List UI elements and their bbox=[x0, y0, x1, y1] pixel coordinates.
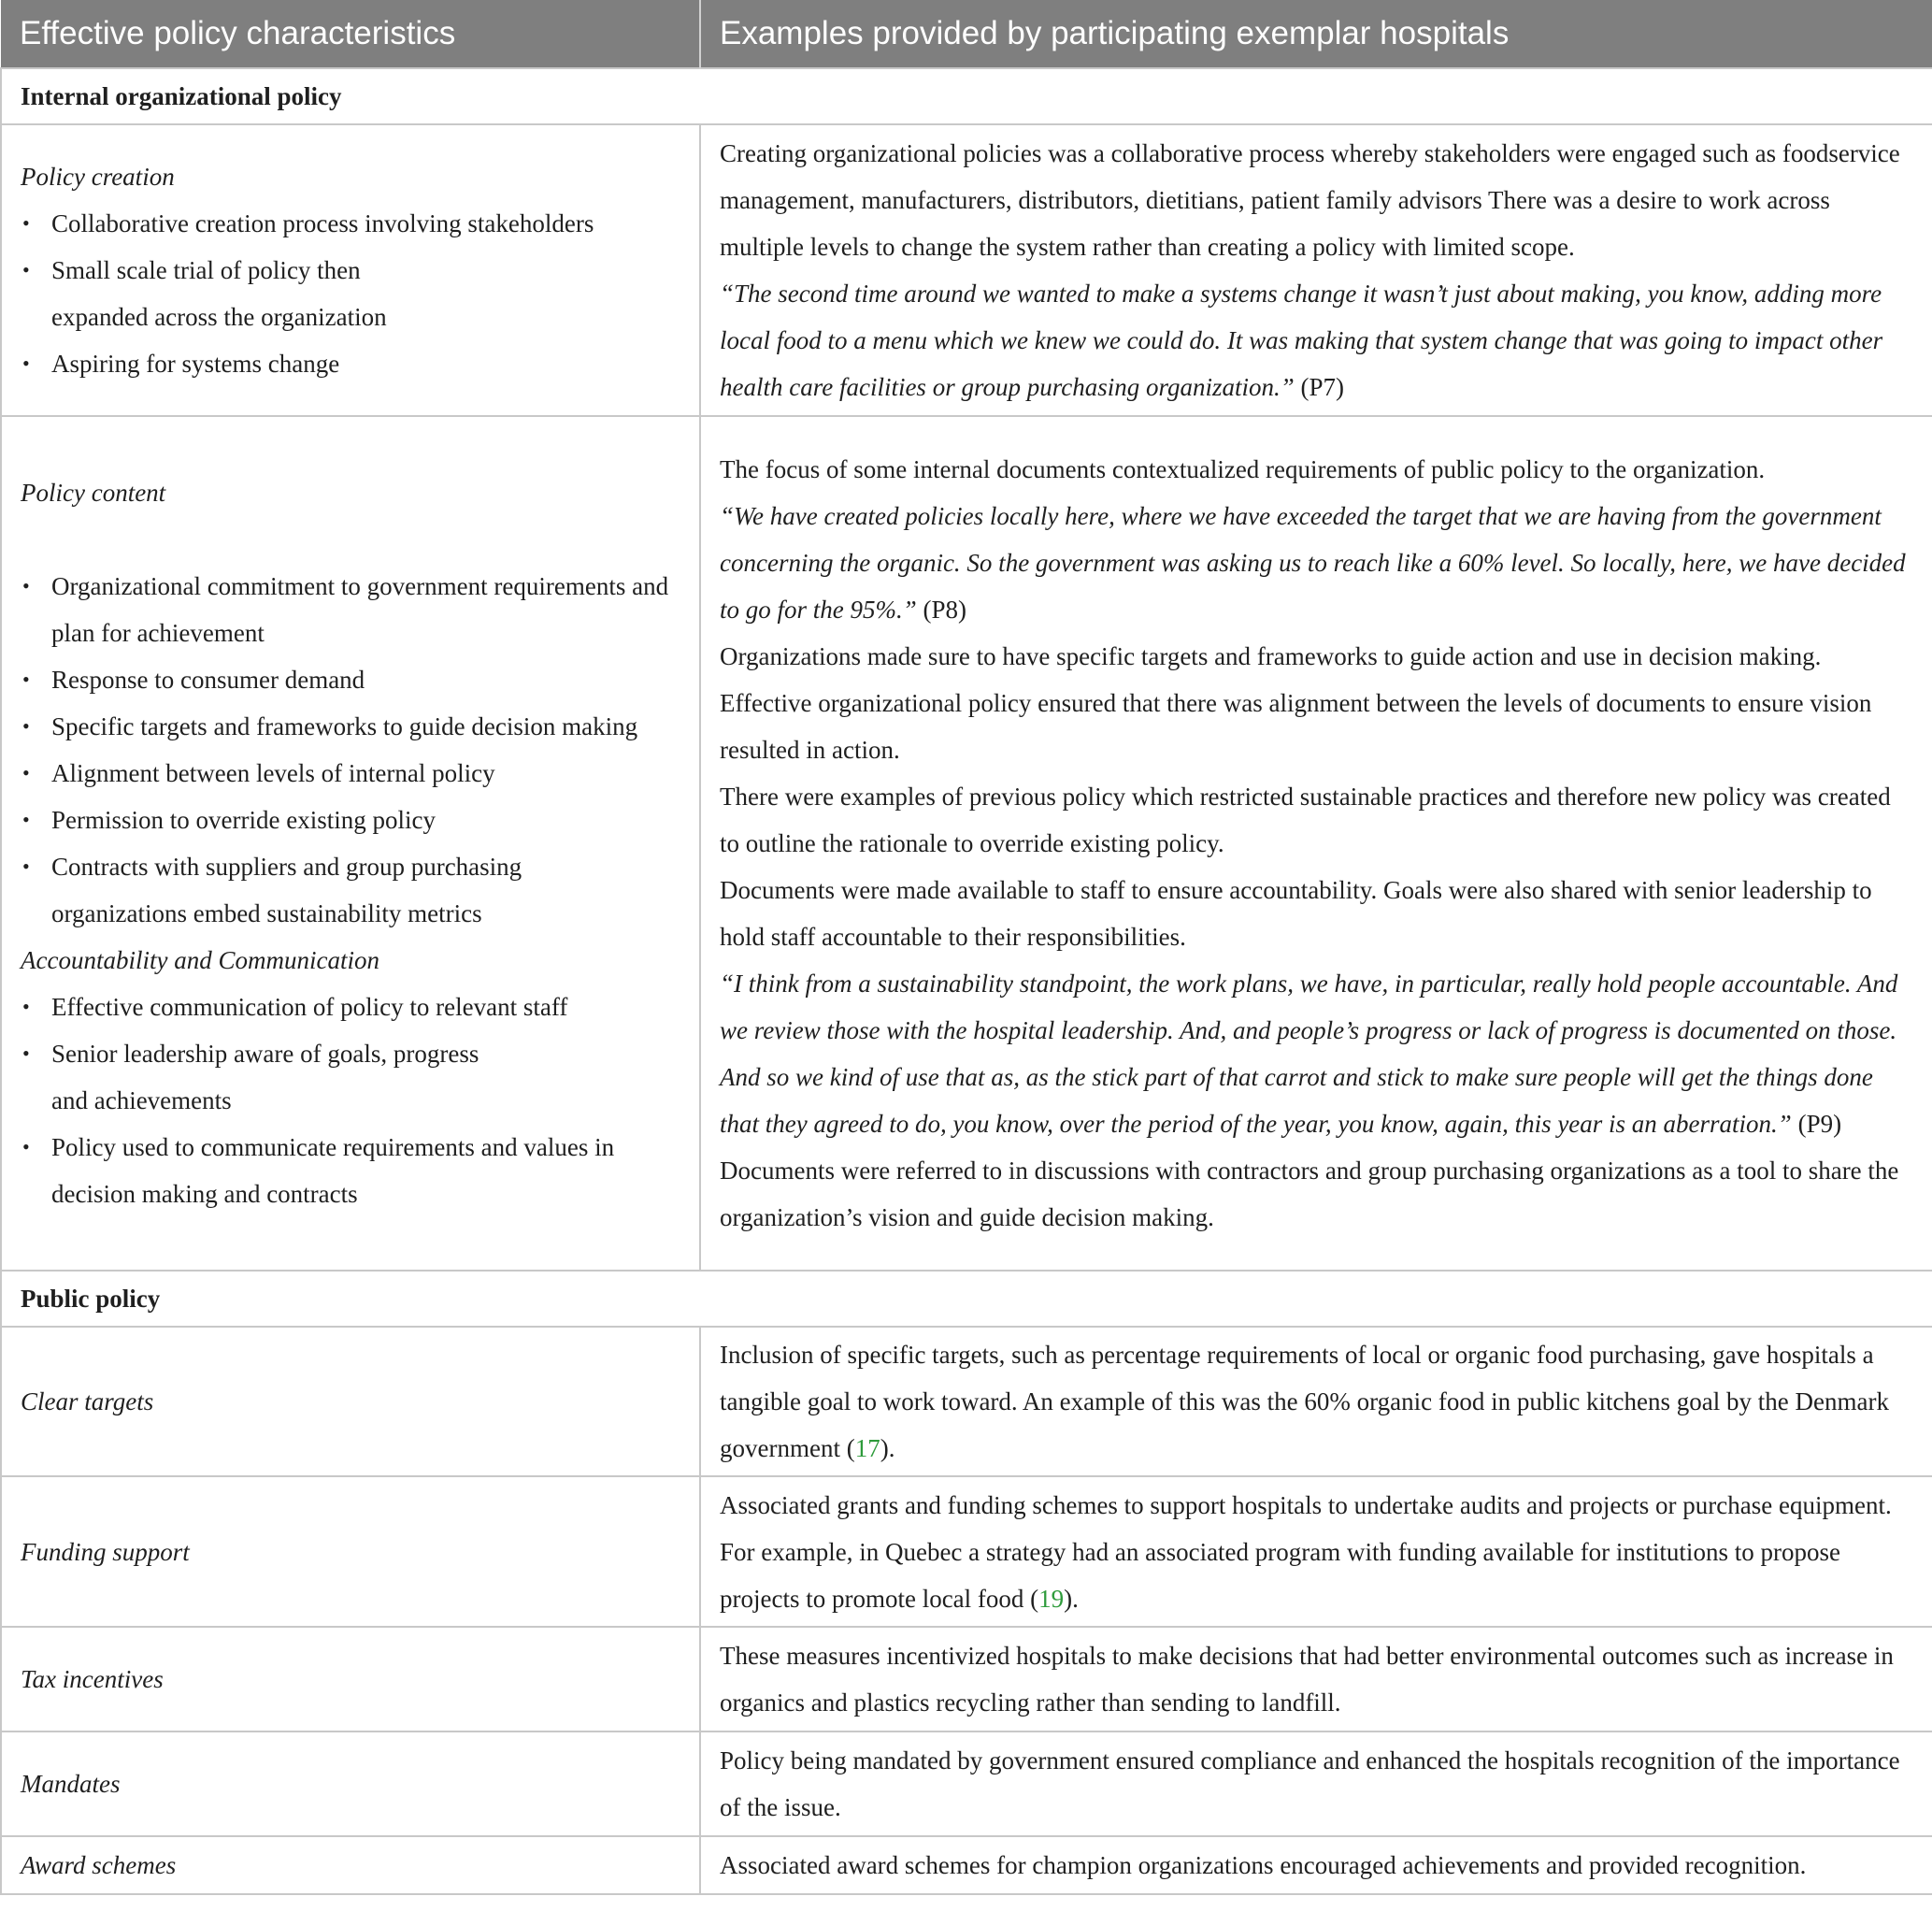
section-row-public bbox=[1, 1271, 1932, 1327]
quote-ref: (P7) bbox=[1294, 373, 1344, 401]
example-cell bbox=[700, 1327, 1932, 1476]
quote-text: “I think from a sustainability standpoint, the work plans, we have, in particular, really hold people accountable. And we review those with the hospital leadership. And, and people’s progress or lack of progress is documented on those. And so we kind of use that as, as the stick part of that carrot and stick to make sure people will get the things done that they agreed to do, you know, over the period of the year, you know, again, this year is an aberration.” bbox=[720, 970, 1898, 1138]
example-text: Creating organizational policies was a collaborative process whereby stakeholders were engaged such as foodservice management, manufacturers, distributors, dietitians, patient family advisors There was a desire to work across multiple levels to change the system rather than creating a policy with limited scope. bbox=[720, 139, 1900, 261]
example-text: The focus of some internal documents contextualized requirements of public policy to the organization. bbox=[720, 455, 1766, 483]
example-cell: Policy being mandated by government ensured compliance and enhanced the hospitals recognition of the importance of the issue. bbox=[700, 1731, 1932, 1836]
list-item: • Aspiring for systems change bbox=[21, 340, 680, 387]
example-text: There were examples of previous policy which restricted sustainable practices and therefore new policy was created to outline the rationale to override existing policy. bbox=[720, 783, 1891, 857]
table-row bbox=[1, 1476, 1932, 1627]
table-row bbox=[1, 124, 1932, 416]
row-label: Funding support bbox=[1, 1476, 700, 1627]
table-row bbox=[1, 416, 1932, 1271]
header-col1: Effective policy characteristics bbox=[1, 0, 700, 68]
example-cell bbox=[700, 416, 1932, 1271]
example-text: Documents were referred to in discussions with contractors and group purchasing organizations as a tool to share the organization’s vision and guide decision making. bbox=[720, 1157, 1899, 1231]
example-text-tail: ). bbox=[1064, 1584, 1079, 1613]
list-item: • Specific targets and frameworks to guide decision making bbox=[21, 703, 680, 750]
table-row bbox=[1, 1836, 1932, 1894]
list-item: • Alignment between levels of internal policy bbox=[21, 750, 680, 797]
bullet-list bbox=[21, 984, 680, 1217]
bullet-list bbox=[21, 563, 680, 937]
row-label: Tax incentives bbox=[1, 1627, 700, 1731]
row-label: Award schemes bbox=[1, 1836, 700, 1894]
row-label: Mandates bbox=[1, 1731, 700, 1836]
characteristic-cell bbox=[1, 416, 700, 1271]
list-item: • Permission to override existing policy bbox=[21, 797, 680, 843]
characteristic-cell bbox=[1, 124, 700, 416]
list-item: • Small scale trial of policy then expanded across the organization bbox=[21, 247, 680, 340]
example-cell bbox=[700, 1476, 1932, 1627]
list-item: • Policy used to communicate requirements and values in decision making and contracts bbox=[21, 1124, 680, 1217]
example-text: Organizations made sure to have specific targets and frameworks to guide action and use in decision making. bbox=[720, 642, 1822, 670]
example-cell: Associated award schemes for champion organizations encouraged achievements and provided recognition. bbox=[700, 1836, 1932, 1894]
header-col2: Examples provided by participating exemplar hospitals bbox=[700, 0, 1932, 68]
quote-text: “The second time around we wanted to make a systems change it wasn’t just about making, you know, adding more local food to a menu which we knew we could do. It was making that system change that was going to impact other health care facilities or group purchasing organization.” bbox=[720, 280, 1883, 401]
example-cell: These measures incentivized hospitals to make decisions that had better environmental outcomes such as increase in organics and plastics recycling rather than sending to landfill. bbox=[700, 1627, 1932, 1731]
section-title-internal: Internal organizational policy bbox=[1, 68, 1932, 124]
example-quote-block bbox=[720, 960, 1913, 1147]
list-item: • Organizational commitment to government requirements and plan for achievement bbox=[21, 563, 680, 656]
row-label: Policy creation bbox=[21, 163, 175, 191]
list-item: • Response to consumer demand bbox=[21, 656, 680, 703]
bullet-list bbox=[21, 200, 680, 387]
table-row bbox=[1, 1327, 1932, 1476]
example-cell bbox=[700, 124, 1932, 416]
header-row bbox=[1, 0, 1932, 68]
example-text-tail: ). bbox=[880, 1434, 895, 1462]
row-label: Clear targets bbox=[1, 1327, 700, 1476]
citation-link[interactable]: 17 bbox=[854, 1434, 880, 1462]
example-text: Effective organizational policy ensured that there was alignment between the levels of documents to ensure vision resulted in action. bbox=[720, 689, 1872, 764]
list-item: • Effective communication of policy to relevant staff bbox=[21, 984, 680, 1030]
list-item: • Collaborative creation process involving stakeholders bbox=[21, 200, 680, 247]
section-row-internal bbox=[1, 68, 1932, 124]
example-quote-block bbox=[720, 270, 1913, 410]
row-label: Policy content bbox=[21, 479, 166, 507]
example-text: Inclusion of specific targets, such as percentage requirements of local or organic food purchasing, gave hospitals a tangible goal to work toward. An example of this was the 60% organic food in public kitchens goal by the Denmark government ( bbox=[720, 1341, 1889, 1462]
example-quote-block bbox=[720, 493, 1913, 633]
example-text: Associated grants and funding schemes to support hospitals to undertake audits and projects or purchase equipment. For example, in Quebec a strategy had an associated program with funding available for institutions to propose projects to promote local food ( bbox=[720, 1490, 1892, 1613]
section-title-public: Public policy bbox=[1, 1271, 1932, 1327]
quote-ref: (P8) bbox=[916, 596, 967, 624]
citation-link[interactable]: 19 bbox=[1038, 1584, 1065, 1613]
quote-text: “We have created policies locally here, where we have exceeded the target that we are having from the government concerning the organic. So the government was asking us to reach like a 60% level. So locally, here, we have decided to go for the 95%.” bbox=[720, 502, 1906, 624]
spacer bbox=[21, 516, 680, 563]
row-sublabel: Accountability and Communication bbox=[21, 946, 379, 974]
example-text: Documents were made available to staff to ensure accountability. Goals were also shared with senior leadership to hold staff accountable to their responsibilities. bbox=[720, 876, 1872, 951]
quote-ref: (P9) bbox=[1791, 1110, 1842, 1138]
list-item: • Senior leadership aware of goals, progress and achievements bbox=[21, 1030, 680, 1124]
table-row bbox=[1, 1731, 1932, 1836]
list-item: • Contracts with suppliers and group purchasing organizations embed sustainability metrics bbox=[21, 843, 680, 937]
table-row bbox=[1, 1627, 1932, 1731]
